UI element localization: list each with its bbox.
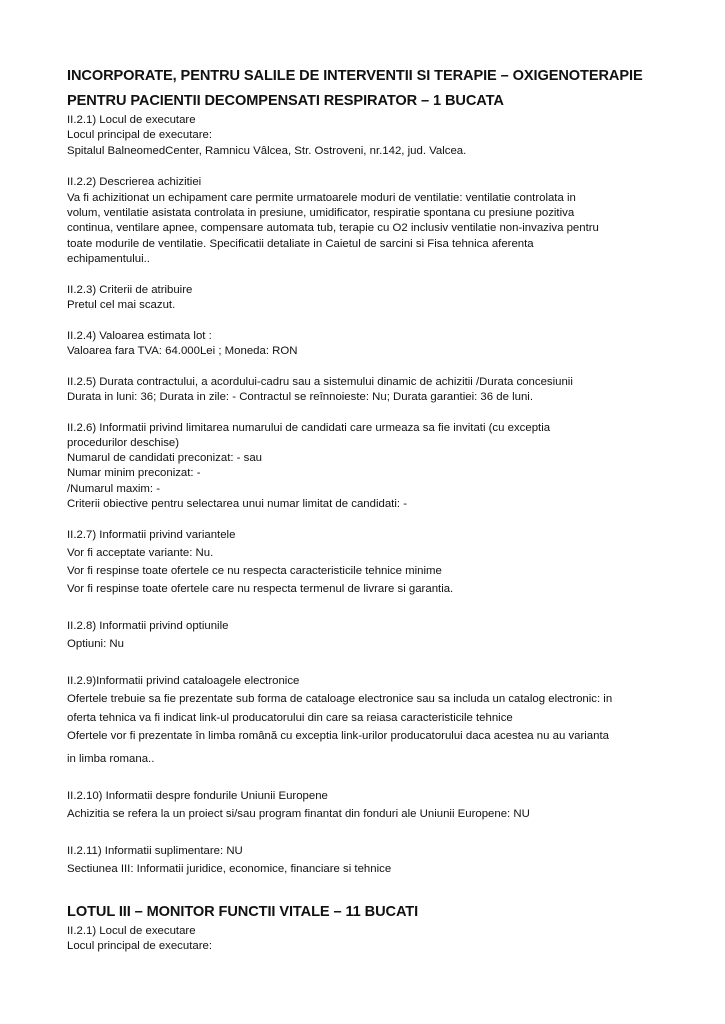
- section-text: Valoarea fara TVA: 64.000Lei ; Moneda: RON: [67, 345, 298, 357]
- section-text: Numar minim preconizat: -: [67, 467, 201, 479]
- section-text: Pretul cel mai scazut.: [67, 299, 176, 311]
- section-title: II.2.5) Durata contractului, a acordului-cadru sau a sistemului dinamic de achizitii /Durata concesiunii: [67, 376, 573, 388]
- section-text: toate modurile de ventilatie. Specificatii detaliate in Caietul de sarcini si Fisa tehnica aferenta: [67, 238, 534, 250]
- section-text: oferta tehnica va fi indicat link-ul producatorului din care sa reiasa caracteristicile tehnice: [67, 712, 513, 724]
- section-text: Ofertele vor fi prezentate în limba română cu exceptia link-urilor producatorului daca acestea nu au varianta: [67, 730, 609, 742]
- section-text: Vor fi respinse toate ofertele care nu respecta termenul de livrare si garantia.: [67, 583, 454, 595]
- section-title: II.2.7) Informatii privind variantele: [67, 529, 236, 541]
- section-title: II.2.2) Descrierea achizitiei: [67, 176, 202, 188]
- section-title: II.2.9)Informatii privind cataloagele electronice: [67, 675, 300, 687]
- section-text: Criterii obiective pentru selectarea unui numar limitat de candidati: -: [67, 498, 407, 510]
- section-text: /Numarul maxim: -: [67, 483, 161, 495]
- section-text: Va fi achizitionat un echipament care permite urmatoarele moduri de ventilatie: ventilatie controlata in: [67, 192, 576, 204]
- section-text: continua, ventilare apnee, compensare automata tub, terapie cu O2 inclusiv ventilatie non-invaziva pentru: [67, 222, 599, 234]
- section-text: Locul principal de executare:: [67, 940, 213, 952]
- section-text: in limba romana..: [67, 753, 155, 765]
- section-text: Vor fi respinse toate ofertele ce nu respecta caracteristicile tehnice minime: [67, 565, 442, 577]
- lot-heading-line-2: PENTRU PACIENTII DECOMPENSATI RESPIRATOR – 1 BUCATA: [67, 93, 504, 109]
- section-title: II.2.6) Informatii privind limitarea numarului de candidati care urmeaza sa fie invitati (cu exceptia: [67, 422, 551, 434]
- section-text: Ofertele trebuie sa fie prezentate sub forma de cataloage electronice sau sa includa un catalog electronic: in: [67, 693, 613, 705]
- section-title: II.2.3) Criterii de atribuire: [67, 284, 193, 296]
- section-text: Vor fi acceptate variante: Nu.: [67, 547, 214, 559]
- lot-heading: LOTUL III – MONITOR FUNCTII VITALE – 11 BUCATI: [67, 904, 419, 920]
- lot-heading-line-1: INCORPORATE, PENTRU SALILE DE INTERVENTII SI TERAPIE – OXIGENOTERAPIE: [67, 68, 643, 84]
- section-title: II.2.11) Informatii suplimentare: NU: [67, 845, 243, 857]
- section-text: procedurilor deschise): [67, 437, 180, 449]
- section-title: II.2.1) Locul de executare: [67, 925, 196, 937]
- section-text: Sectiunea III: Informatii juridice, economice, financiare si tehnice: [67, 863, 392, 875]
- section-text: Durata in luni: 36; Durata in zile: - Contractul se reînnoieste: Nu; Durata garantiei: 36 de luni.: [67, 391, 533, 403]
- section-text: Locul principal de executare:: [67, 129, 213, 141]
- section-text: Optiuni: Nu: [67, 638, 124, 650]
- section-text: echipamentului..: [67, 253, 150, 265]
- section-text: Spitalul BalneomedCenter, Ramnicu Vâlcea, Str. Ostroveni, nr.142, jud. Valcea.: [67, 145, 467, 157]
- section-title: II.2.1) Locul de executare: [67, 114, 196, 126]
- section-text: Achizitia se refera la un proiect si/sau program finantat din fonduri ale Uniunii Europene: NU: [67, 808, 530, 820]
- section-text: Numarul de candidati preconizat: - sau: [67, 452, 263, 464]
- section-text: volum, ventilatie asistata controlata in presiune, umidificator, respiratie spontana cu presiune pozitiva: [67, 207, 575, 219]
- section-title: II.2.8) Informatii privind optiunile: [67, 620, 229, 632]
- section-title: II.2.10) Informatii despre fondurile Uniunii Europene: [67, 790, 328, 802]
- section-title: II.2.4) Valoarea estimata lot :: [67, 330, 212, 342]
